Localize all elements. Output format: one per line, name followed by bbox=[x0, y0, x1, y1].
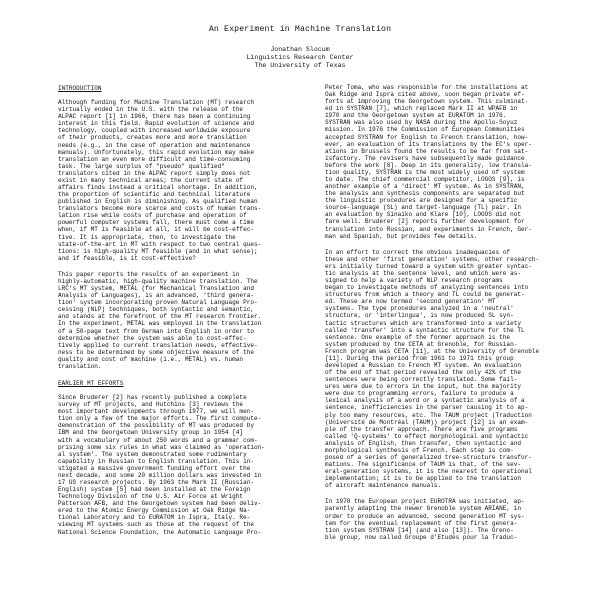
text-line: ALPAC report [1] in 1966, there has been a continuing bbox=[58, 113, 251, 121]
text-line: quality and cost of machine (i.e., METAL) vs. human bbox=[58, 355, 244, 363]
earlier-efforts-paragraph bbox=[58, 394, 308, 536]
text-line: determine whether the system was able to cost-effec- bbox=[58, 334, 247, 342]
text-line: order to produce an advanced, second generation MT sys- bbox=[325, 512, 525, 520]
text-line: interest in this field. Rapid evolution of science and bbox=[58, 120, 254, 128]
text-line: of their products, creates more and more translation bbox=[58, 134, 247, 142]
text-line: translation into Russian, and experiments in French, Ger- bbox=[325, 225, 532, 233]
section-heading-earlier-efforts: EARLIER MT EFFORTS bbox=[58, 379, 124, 387]
section-heading-introduction: INTRODUCTION bbox=[58, 85, 102, 92]
author-name: Jonathan Slocum bbox=[270, 46, 330, 53]
text-line: sentence, inefficiencies in the parser causing it to ap- bbox=[325, 404, 529, 412]
text-line: morphological synthesis of French. Each step is com- bbox=[325, 446, 514, 454]
text-line: affairs finds instead a critical shortage. In addition, bbox=[58, 184, 258, 192]
text-line: ered to the Atomic Energy Commission at Oak Ridge Na- bbox=[58, 507, 251, 515]
text-line: ble group, now called Groupe d'Etudes pour la Traduc- bbox=[325, 533, 518, 541]
text-line: parently adapting the newer Grenoble system ARIANE, in bbox=[325, 505, 521, 513]
text-line: structure, or 'interlingua', is now produced SL syn- bbox=[325, 312, 514, 320]
text-line: exist in many technical areas; the current state of bbox=[58, 176, 244, 184]
author-institution: The University of Texas bbox=[254, 62, 346, 69]
text-line: mations. The significance of TAUM is that, of the sev- bbox=[325, 461, 521, 469]
text-line: tive. It is appropriate, then, to investigate the bbox=[58, 233, 236, 241]
text-line: most important developments through 1977, we will men- bbox=[58, 408, 254, 416]
text-line: developed a Russian to French MT system. An evaluation bbox=[325, 361, 521, 369]
text-line: state-of-the-art in MT with respect to two central ques- bbox=[58, 240, 262, 248]
text-line: (Université de Montréal (TAUM)) project [12] is an exam- bbox=[325, 418, 529, 426]
right-paragraph-3 bbox=[325, 498, 577, 540]
text-line: tion' system incorporating proven Natural Language Pro- bbox=[58, 299, 258, 307]
text-line: tion quality, SYSTRAN is the most widely used of system bbox=[325, 168, 525, 176]
intro-paragraph-1 bbox=[58, 99, 308, 262]
text-line: these and other 'first generation' systems, other research- bbox=[325, 255, 540, 263]
text-line: ers initially turned toward a system with greater syntac- bbox=[325, 262, 532, 270]
text-line: Technology Division of the U.S. Air Force at Wright bbox=[58, 493, 244, 501]
text-line: translation an even more difficult and time-consuming bbox=[58, 155, 251, 163]
text-line: ures were due to errors in the input, but the majority bbox=[325, 383, 521, 391]
text-line: ed in SYSTRAN [7], which replaced Mark II at WPAFB in bbox=[325, 105, 518, 113]
right-paragraph-2 bbox=[325, 249, 577, 490]
text-line: of a 50-page text from German into English in order to bbox=[58, 327, 254, 335]
text-line: Although funding for Machine Translation (MT) research bbox=[58, 99, 254, 107]
text-line: published in English is diminishing. As qualified human bbox=[58, 198, 258, 206]
text-line: Peter Toma, who was responsible for the installations at bbox=[325, 84, 529, 91]
text-line: when, if MT is feasible at all, it will be cost-effec- bbox=[58, 226, 254, 234]
text-line: the analysis and synthesis components are separated but bbox=[325, 190, 525, 198]
text-line: tion only a few of the major efforts. The first compute- bbox=[58, 415, 262, 423]
text-line: SYSTRAN was also used by NASA during the Apollo-Soyuz bbox=[325, 119, 518, 127]
intro-paragraph-2 bbox=[58, 271, 308, 370]
text-line: tively applied to current translation needs, effective- bbox=[58, 341, 258, 349]
text-line: called 'Q-systems' to effect morphological and syntactic bbox=[325, 432, 529, 440]
text-line: Oak Ridge and Ispra cited above, soon began private ef- bbox=[325, 91, 525, 99]
text-line: capability in Russian to English translation. This in- bbox=[58, 457, 254, 465]
text-line: French program was CETA [11], at the University of Grenoble bbox=[325, 347, 540, 355]
text-line: signed to help a variety of NLP research programs bbox=[325, 277, 503, 285]
text-line: eral-generation systems, it is the nearest to operational bbox=[325, 468, 532, 476]
text-line: an evaluation by Sinaiko and Klare [10], LOGOS did not bbox=[325, 211, 521, 219]
text-line: tions: is high-quality MT feasible (and in what sense); bbox=[58, 247, 258, 255]
text-line: manuals). Unfortunately, this rapid evolution may make bbox=[58, 148, 254, 156]
text-line: structures from which a theory and TL could be generat- bbox=[325, 291, 525, 299]
text-line: fare well. Bruderer [2] reports further development for bbox=[325, 218, 525, 226]
text-line: Analysis of Languages), is an advanced, 'third genera- bbox=[58, 292, 254, 300]
text-line: man and Spanish, but provides few details. bbox=[325, 232, 478, 240]
text-line: next decade, and some 20 million dollars was invested in bbox=[58, 471, 262, 479]
text-line: were due to programming errors, failure to produce a bbox=[325, 390, 514, 398]
text-line: another example of a 'direct' MT system. As in SYSTRAN, bbox=[325, 183, 525, 191]
author-block bbox=[0, 46, 600, 70]
text-line: and stands at the forefront of the MT research frontier. bbox=[58, 313, 262, 321]
text-line: In an effort to correct the obvious inadequacies of bbox=[325, 248, 511, 256]
text-line: lexical analysis of a word or a syntactic analysis of a bbox=[325, 397, 525, 405]
text-line: demonstration of the possibility of MT was produced by bbox=[58, 422, 254, 430]
text-line: mission. In 1976 the Commission of European Communities bbox=[325, 126, 525, 134]
text-line: technology, coupled with increased worldwide exposure bbox=[58, 127, 251, 135]
text-line: translators cited in the ALPAC report simply does not bbox=[58, 169, 251, 177]
text-line: analysis of English, then transfer, then syntactic and bbox=[325, 439, 521, 447]
text-line: In the experiment, METAL was employed in the translation bbox=[58, 320, 262, 328]
text-line: ations in Brussels found the results to be far from sat- bbox=[325, 147, 529, 155]
text-line: ed. These are now termed 'second generation' MT bbox=[325, 298, 496, 306]
right-paragraph-1 bbox=[325, 84, 577, 240]
text-line: and if feasible, is it cost-effective? bbox=[58, 254, 196, 262]
text-line: lation rise while costs of purchase and operation of bbox=[58, 212, 247, 220]
text-line: posed of a series of generalized tree-structure transfor- bbox=[325, 453, 532, 461]
text-line: implementation; it is to be applied to the translation bbox=[325, 475, 521, 483]
text-line: tem for the eventual replacement of the first genera- bbox=[325, 519, 518, 527]
text-line: tion system SYSTRAN [14] (and also [13]). The Greno- bbox=[325, 526, 514, 534]
text-line: tic analysis at the sentence level, and which were as- bbox=[325, 269, 521, 277]
text-line: al system'. The system demonstrated some rudimentary bbox=[58, 450, 247, 458]
text-line: sentences were being correctly translated. Some fail- bbox=[325, 376, 518, 384]
text-line: system produced by the CETA at Grenoble, for Russian- bbox=[325, 340, 518, 348]
text-line: stigated a massive government funding effort over the bbox=[58, 464, 251, 472]
text-line: Patterson AFB, and the Georgetown system had been deliv- bbox=[58, 500, 262, 508]
text-line: translation. bbox=[58, 362, 102, 370]
text-line: the proportion of scientific and technical literature bbox=[58, 191, 251, 199]
text-line: of the end of that period revealed the only 42% of the bbox=[325, 369, 521, 377]
text-line: tional Laboratory and to EURATOM in Ispra, Italy. Re- bbox=[58, 514, 251, 522]
text-line: In 1978 the European project EUROTRA was initiated, ap- bbox=[325, 498, 525, 506]
text-line: ness to be determined by some objective measure of the bbox=[58, 348, 254, 356]
text-line: to date. The chief commercial competitor, LOGOS [9], is bbox=[325, 176, 525, 184]
text-line: forts at improving the Georgetown system. This culminat- bbox=[325, 98, 529, 106]
text-line: tactic structures which are transformed into a variety bbox=[325, 319, 521, 327]
text-line: prising some six rules in what was claimed as 'operation- bbox=[58, 443, 265, 451]
text-line: of aircraft maintenance manuals. bbox=[325, 482, 442, 490]
text-line: This paper reports the results of an experiment in bbox=[58, 270, 240, 278]
text-line: English) system [5] had been installed at the Foreign bbox=[58, 486, 251, 494]
text-line: 17 US research projects. By 1963 the Mark II (Russian- bbox=[58, 478, 254, 486]
text-line: LRC's MT system, METAL (for Mechanical Translation and bbox=[58, 285, 254, 293]
text-line: National Science Foundation, the Automatic Language Pro- bbox=[58, 528, 262, 536]
text-line: [11]. During the period from 1961 to 1971 this group bbox=[325, 354, 514, 362]
text-line: accepted SYSTRAN for English to French translation, how- bbox=[325, 133, 529, 141]
left-column bbox=[58, 84, 308, 596]
text-line: virtually ended in the U.S. with the release of the bbox=[58, 106, 244, 114]
right-column bbox=[325, 84, 577, 596]
text-line: isfactory. The revisers have subsequently made guidance bbox=[325, 154, 525, 162]
text-line: Since Bruderer [2] has recently published a complete bbox=[58, 394, 247, 402]
text-line: powerful computer systems fall, there must come a time bbox=[58, 219, 254, 227]
text-line: translators become more scarce and costs of human trans- bbox=[58, 205, 262, 213]
text-line: ple of the transfer approach. There are five programs bbox=[325, 425, 518, 433]
text-line: source-language (SL) and target-language (TL) pair. In bbox=[325, 204, 521, 212]
text-line: IBM and the Georgetown University group in 1954 [4] bbox=[58, 429, 244, 437]
paper-title: An Experiment in Machine Translation bbox=[208, 25, 392, 34]
text-line: cessing (NLP) techniques, both syntactic and semantic, bbox=[58, 306, 254, 314]
text-line: the linguistic procedures are designed for a specific bbox=[325, 197, 518, 205]
text-line: sentence. One example of the former approach is the bbox=[325, 333, 511, 341]
text-line: ever, an evaluation of its translations by the EC's oper- bbox=[325, 140, 532, 148]
text-line: ply too many resources, etc. The TAUM project (Traduction bbox=[325, 411, 532, 419]
text-line: needs (e.g., in the case of operation and maintenance bbox=[58, 141, 251, 149]
text-line: began to investigate methods of analyzing sentences into bbox=[325, 284, 529, 292]
text-line: highly-automatic, high-quality machine translation. The bbox=[58, 277, 258, 285]
text-line: systems. The type procedures analyzed in a 'neutral' bbox=[325, 305, 514, 313]
text-line: 1970 and the Georgetown system at EURATOM in 1976. bbox=[325, 112, 507, 120]
text-line: with a vocabulary of about 250 words and a grammar com- bbox=[58, 436, 258, 444]
author-affiliation: Linguistics Research Center bbox=[246, 54, 354, 61]
text-line: viewing MT systems such as those at the request of the bbox=[58, 521, 254, 529]
text-line: survey of MT projects, and Hutchins [3] reviews the bbox=[58, 401, 244, 409]
text-line: called 'transfer' into a syntactic structure for the TL bbox=[325, 326, 525, 334]
text-line: task. The large surplus of "pseudo" qualified" bbox=[58, 162, 225, 170]
text-line: before the work [8]. Deep in its generality, low transla- bbox=[325, 161, 532, 169]
